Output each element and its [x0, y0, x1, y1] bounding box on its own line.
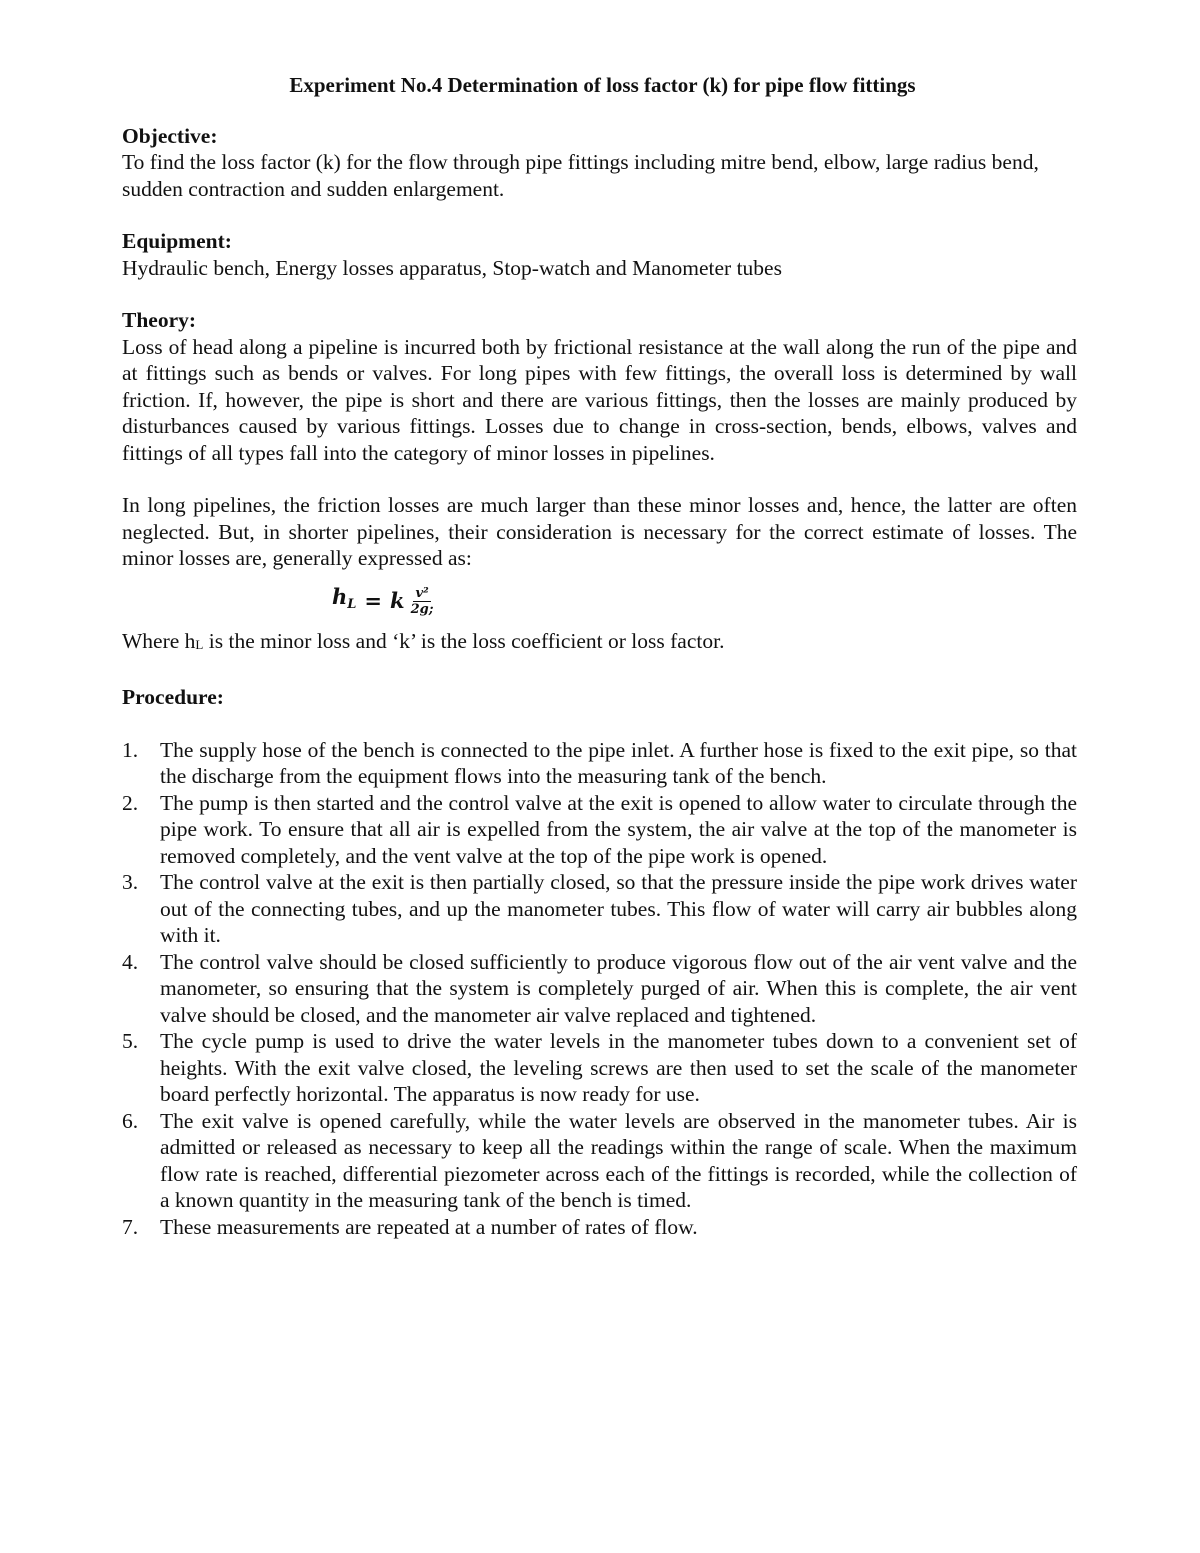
procedure-step	[122, 869, 1077, 949]
procedure-step-text: The exit valve is opened carefully, while the water levels are observed in the manometer tubes. Air is admitted or released as necessary to keep all the readings within the range of scale. When the maximum flow rate is reached, differential piezometer across each of the fittings is recorded, while the collection of a known quantity in the measuring tank of the bench is timed.	[160, 1108, 1077, 1212]
procedure-step-number: 7.	[122, 1214, 139, 1239]
procedure-step-text: The pump is then started and the control valve at the exit is opened to allow water to circulate through the pipe work. To ensure that all air is expelled from the system, the air valve at the top of the manometer is removed completely, and the vent valve at the top of the pipe work is opened.	[160, 790, 1077, 868]
equipment-text: Hydraulic bench, Energy losses apparatus, Stop-watch and Manometer tubes	[122, 255, 782, 280]
procedure-step-text: The control valve should be closed sufficiently to produce vigorous flow out of the air vent valve and the manometer, so ensuring that the system is completely purged of air. When this is complete, the air vent valve should be closed, and the manometer air valve replaced and tightened.	[160, 949, 1077, 1027]
procedure-step-number: 2.	[122, 790, 139, 815]
formula-coefficient: k	[390, 588, 405, 614]
procedure-step	[122, 1214, 1077, 1241]
procedure-step	[122, 737, 1077, 790]
formula-equals: =	[364, 588, 383, 614]
procedure-steps	[122, 737, 1077, 1241]
equipment-heading: Equipment:	[122, 229, 232, 253]
objective-heading: Objective:	[122, 123, 218, 148]
procedure-step-text: The cycle pump is used to drive the water levels in the manometer tubes down to a convenient set of heights. With the exit valve closed, the leveling screws are then used to set the scale of the manometer board perfectly horizontal. The apparatus is now ready for use.	[160, 1029, 1077, 1106]
procedure-step-text: The control valve at the exit is then partially closed, so that the pressure inside the pipe work drives water out of the connecting tubes, and up the manometer tubes. This flow of water will carry air bubbles along with it.	[160, 870, 1077, 947]
procedure-step-number: 5.	[122, 1029, 139, 1053]
document-page	[122, 72, 1077, 1240]
formula-denominator: 2g;	[410, 602, 434, 617]
procedure-step-number: 6.	[122, 1108, 139, 1133]
theory-paragraph-2: In long pipelines, the friction losses are much larger than these minor losses and, hence, the latter are often neglected. But, in shorter pipelines, their consideration is necessary for the correct estimate of losses. The minor losses are, generally expressed as:	[122, 493, 1077, 570]
procedure-step	[122, 1108, 1077, 1214]
procedure-step-text: These measurements are repeated at a number of rates of flow.	[160, 1214, 698, 1239]
procedure-step-number: 3.	[122, 870, 139, 894]
formula-explanation: Where $h_L$ is the minor loss and ‘k’ is the loss coefficient or loss factor.	[122, 628, 725, 653]
formula-fraction	[409, 586, 436, 617]
procedure-heading: Procedure:	[122, 685, 224, 709]
page-title: Experiment No.4 Determination of loss factor (k) for pipe flow fittings	[289, 73, 916, 97]
objective-text: To find the loss factor (k) for the flow through pipe fittings including mitre bend, elbow, large radius bend, sudden contraction and sudden enlargement.	[122, 150, 1039, 201]
theory-paragraph-1: Loss of head along a pipeline is incurred both by frictional resistance at the wall along the run of the pipe and at fittings such as bends or valves. For long pipes with few fittings, the overall loss is determined by wall friction. If, however, the pipe is short and there are various fittings, then the losses are mainly produced by disturbances caused by various fittings. Losses due to change in cross-section, bends, elbows, valves and fittings of all types fall into the category of minor losses in pipelines.	[122, 334, 1077, 465]
procedure-step	[122, 949, 1077, 1029]
formula-numerator: v²	[415, 586, 429, 601]
procedure-step-text: The supply hose of the bench is connected to the pipe inlet. A further hose is fixed to the exit pipe, so that the discharge from the equipment flows into the measuring tank of the bench.	[160, 737, 1077, 788]
procedure-step	[122, 1028, 1077, 1108]
minor-loss-formula	[332, 580, 1077, 624]
formula-lhs: $h_L$	[332, 584, 357, 613]
procedure-step-number: 4.	[122, 949, 139, 974]
procedure-step-number: 1.	[122, 737, 139, 762]
theory-heading: Theory:	[122, 308, 197, 332]
procedure-step	[122, 790, 1077, 870]
